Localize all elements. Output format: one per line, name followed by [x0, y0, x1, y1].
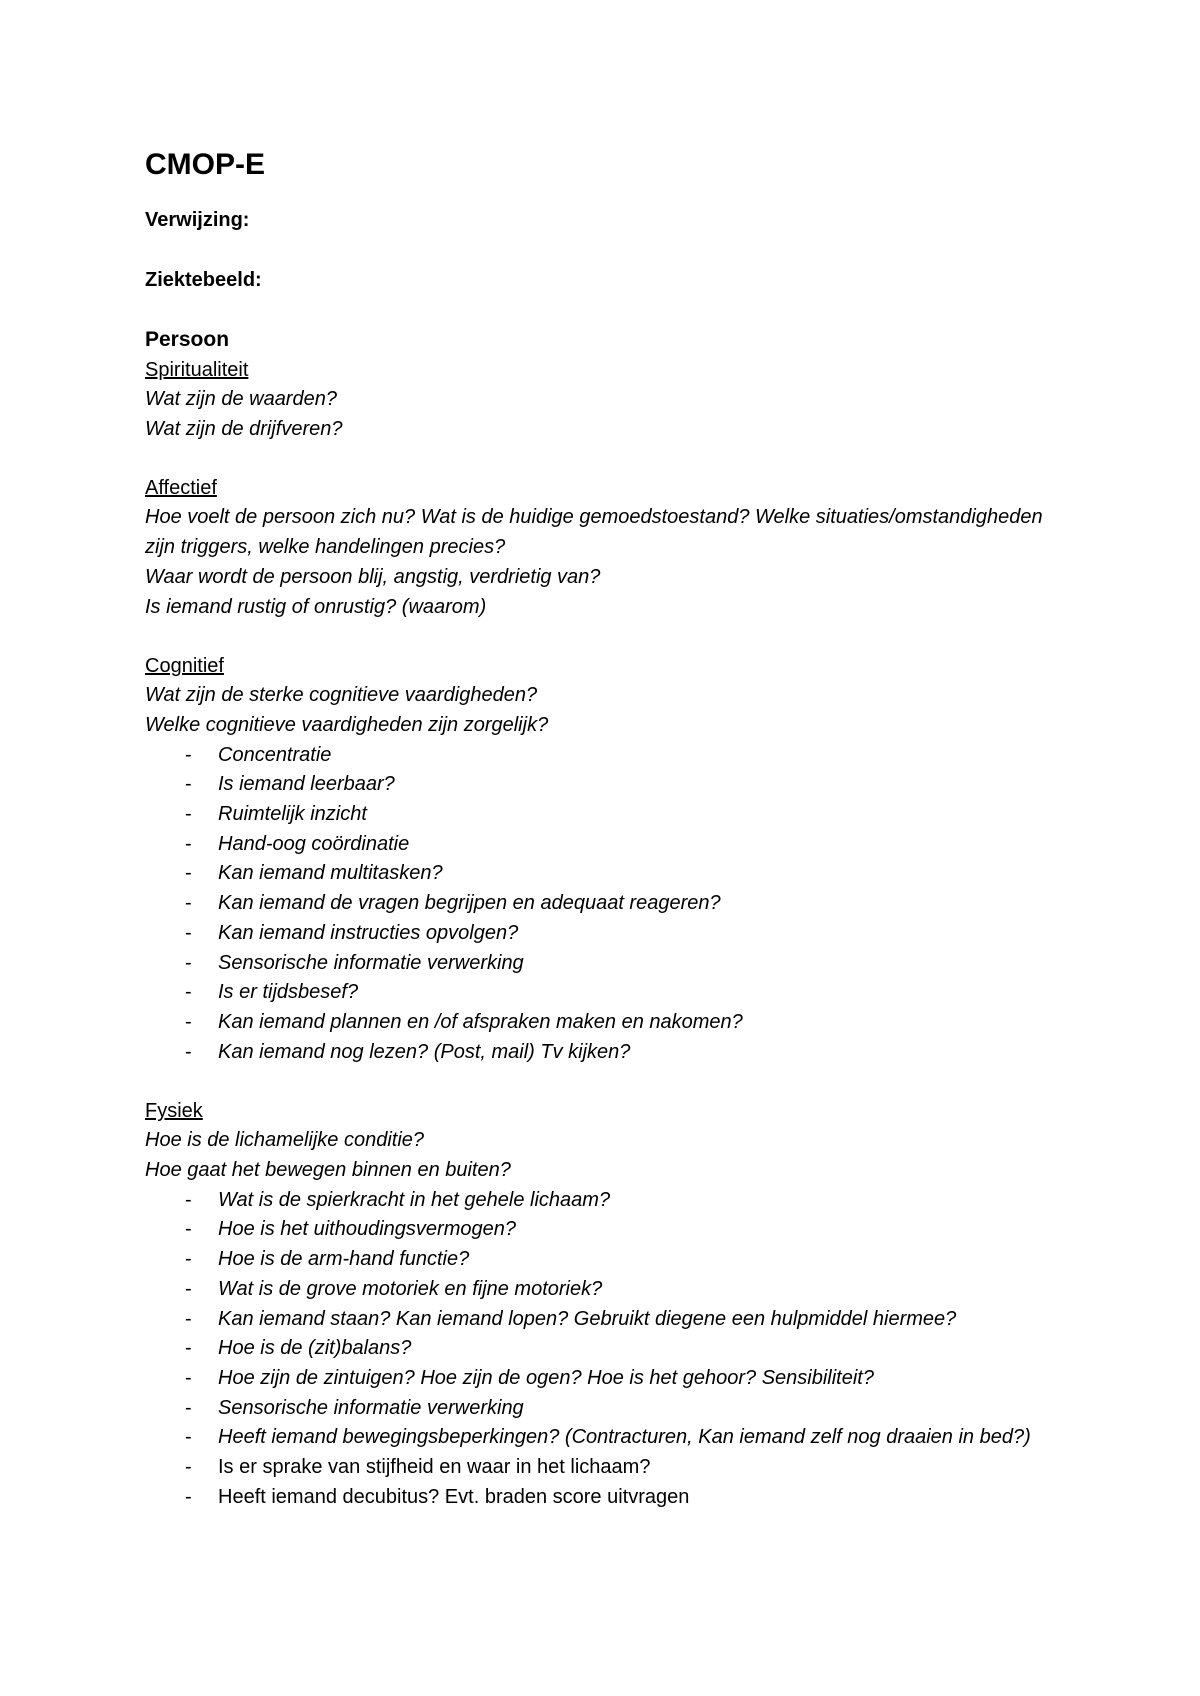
fysiek-list [145, 1186, 1065, 1513]
list-item: - Hoe is de arm-hand functie? [145, 1245, 1065, 1275]
list-item: - Hoe is het uithoudingsvermogen? [145, 1215, 1065, 1245]
spiritualiteit-question: Wat zijn de waarden? [145, 388, 337, 410]
ziektebeeld-label: Ziektebeeld: [145, 269, 262, 291]
fysiek-question: Hoe is de lichamelijke conditie? [145, 1129, 425, 1152]
list-item: - Kan iemand staan? Kan iemand lopen? Gebruikt diegene een hulpmiddel hiermee? [145, 1305, 1065, 1335]
list-item: - Is er tijdsbesef? [145, 978, 1065, 1008]
fysiek-question: Hoe gaat het bewegen binnen en buiten? [145, 1159, 511, 1182]
list-item: - Hand-oog coördinatie [145, 830, 1065, 860]
list-item: - Kan iemand de vragen begrijpen en adequaat reageren? [145, 889, 1065, 919]
cognitief-question: Wat zijn de sterke cognitieve vaardigheden? [145, 684, 538, 707]
fysiek-heading: Fysiek [145, 1100, 203, 1123]
cognitief-question: Welke cognitieve vaardigheden zijn zorgelijk? [145, 713, 549, 736]
list-item: - Sensorische informatie verwerking [145, 949, 1065, 979]
list-item: - Hoe is de (zit)balans? [145, 1334, 1065, 1364]
spiritualiteit-heading: Spiritualiteit [145, 359, 249, 381]
spiritualiteit-question: Wat zijn de drijfveren? [145, 417, 343, 440]
verwijzing-label: Verwijzing: [145, 209, 250, 231]
list-item: - Wat is de spierkracht in het gehele lichaam? [145, 1186, 1065, 1216]
affectief-heading: Affectief [145, 477, 217, 500]
affectief-question: Is iemand rustig of onrustig? (waarom) [145, 595, 487, 618]
list-item: - Heeft iemand bewegingsbeperkingen? (Contracturen, Kan iemand zelf nog draaien in bed?) [145, 1423, 1065, 1453]
list-item: - Concentratie [145, 741, 1065, 771]
affectief-question: Hoe voelt de persoon zich nu? Wat is de huidige gemoedstoestand? Welke situaties/omstandigheden zijn triggers, welke handelingen precies? [145, 506, 1043, 559]
affectief-question: Waar wordt de persoon blij, angstig, verdrietig van? [145, 565, 601, 588]
list-item: - Kan iemand instructies opvolgen? [145, 919, 1065, 949]
list-item: - Kan iemand nog lezen? (Post, mail) Tv kijken? [145, 1038, 1065, 1068]
list-item: - Heeft iemand decubitus? Evt. braden score uitvragen [145, 1483, 1065, 1513]
list-item: - Is iemand leerbaar? [145, 770, 1065, 800]
list-item: - Kan iemand plannen en /of afspraken maken en nakomen? [145, 1008, 1065, 1038]
document-page [145, 145, 1065, 1513]
list-item: - Is er sprake van stijfheid en waar in het lichaam? [145, 1453, 1065, 1483]
list-item: - Hoe zijn de zintuigen? Hoe zijn de ogen? Hoe is het gehoor? Sensibiliteit? [145, 1364, 1065, 1394]
document-title: CMOP-E [145, 148, 265, 181]
cognitief-heading: Cognitief [145, 655, 224, 678]
list-item: - Wat is de grove motoriek en fijne motoriek? [145, 1275, 1065, 1305]
list-item: - Ruimtelijk inzicht [145, 800, 1065, 830]
list-item: - Kan iemand multitasken? [145, 859, 1065, 889]
cognitief-list [145, 741, 1065, 1068]
persoon-heading: Persoon [145, 328, 230, 351]
list-item: - Sensorische informatie verwerking [145, 1394, 1065, 1424]
